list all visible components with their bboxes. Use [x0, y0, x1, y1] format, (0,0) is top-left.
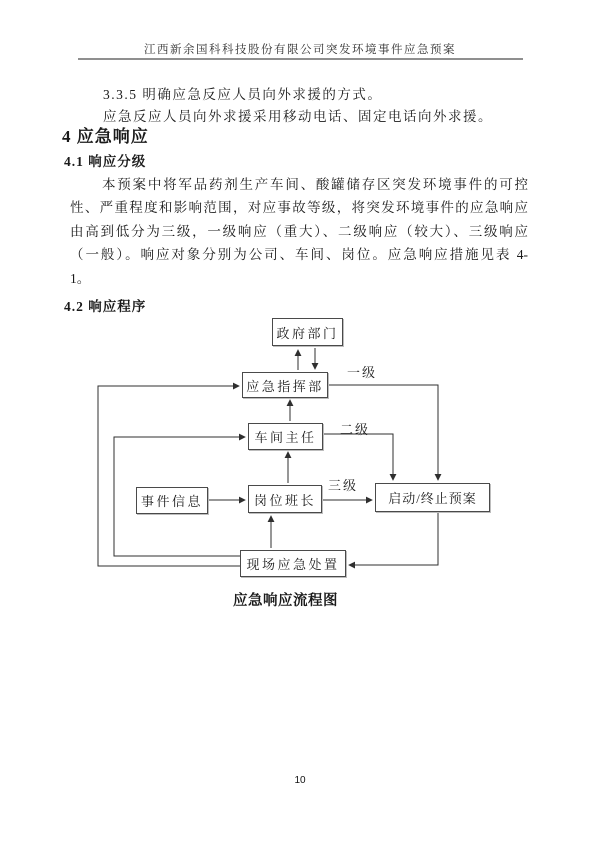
node-event-info: 事件信息	[136, 487, 208, 514]
edge-workshop-to-plan-level2	[323, 434, 393, 480]
node-start-stop-plan: 启动/终止预案	[375, 483, 490, 512]
paragraph-4-1-line-3: 由高到低分为三级，一级响应（重大）、二级响应（较大）、三级响应	[70, 224, 528, 239]
heading-4: 4 应急响应	[62, 127, 149, 146]
paragraph-4-1-line-1: 本预案中将军品药剂生产车间、酸罐储存区突发环境事件的可控	[102, 177, 528, 192]
paragraph-4-1-line-5: 1。	[70, 271, 91, 286]
heading-4-2: 4.2 响应程序	[64, 299, 147, 314]
edge-plan-to-onsite	[349, 512, 438, 565]
node-onsite-response: 现场应急处置	[240, 550, 346, 577]
page-number: 10	[294, 775, 306, 786]
heading-4-1: 4.1 响应分级	[64, 154, 147, 169]
paragraph-4-1-line-2: 性、严重程度和影响范围，对应事故等级，将突发环境事件的应急响应	[70, 200, 528, 215]
edge-label-level1: 一级	[347, 365, 378, 380]
edge-label-level2: 二级	[340, 422, 371, 437]
node-post-leader: 岗位班长	[248, 485, 322, 513]
node-government: 政府部门	[272, 318, 343, 346]
node-command: 应急指挥部	[242, 372, 328, 398]
node-workshop-director: 车间主任	[248, 423, 323, 450]
flowchart-caption: 应急响应流程图	[233, 593, 338, 609]
paragraph-4-1-line-4: （一般）。响应对象分别为公司、车间、岗位。应急响应措施见表 4-	[70, 247, 528, 262]
clause-3-3-5-body: 应急反应人员向外求援采用移动电话、固定电话向外求援。	[103, 109, 493, 124]
header-rule	[78, 58, 523, 60]
header-title: 江西新余国科科技股份有限公司突发环境事件应急预案	[144, 44, 456, 56]
edge-label-level3: 三级	[328, 478, 359, 493]
clause-3-3-5: 3.3.5 明确应急反应人员向外求援的方式。	[103, 87, 383, 102]
edge-onsite-to-command-loop	[98, 386, 240, 566]
